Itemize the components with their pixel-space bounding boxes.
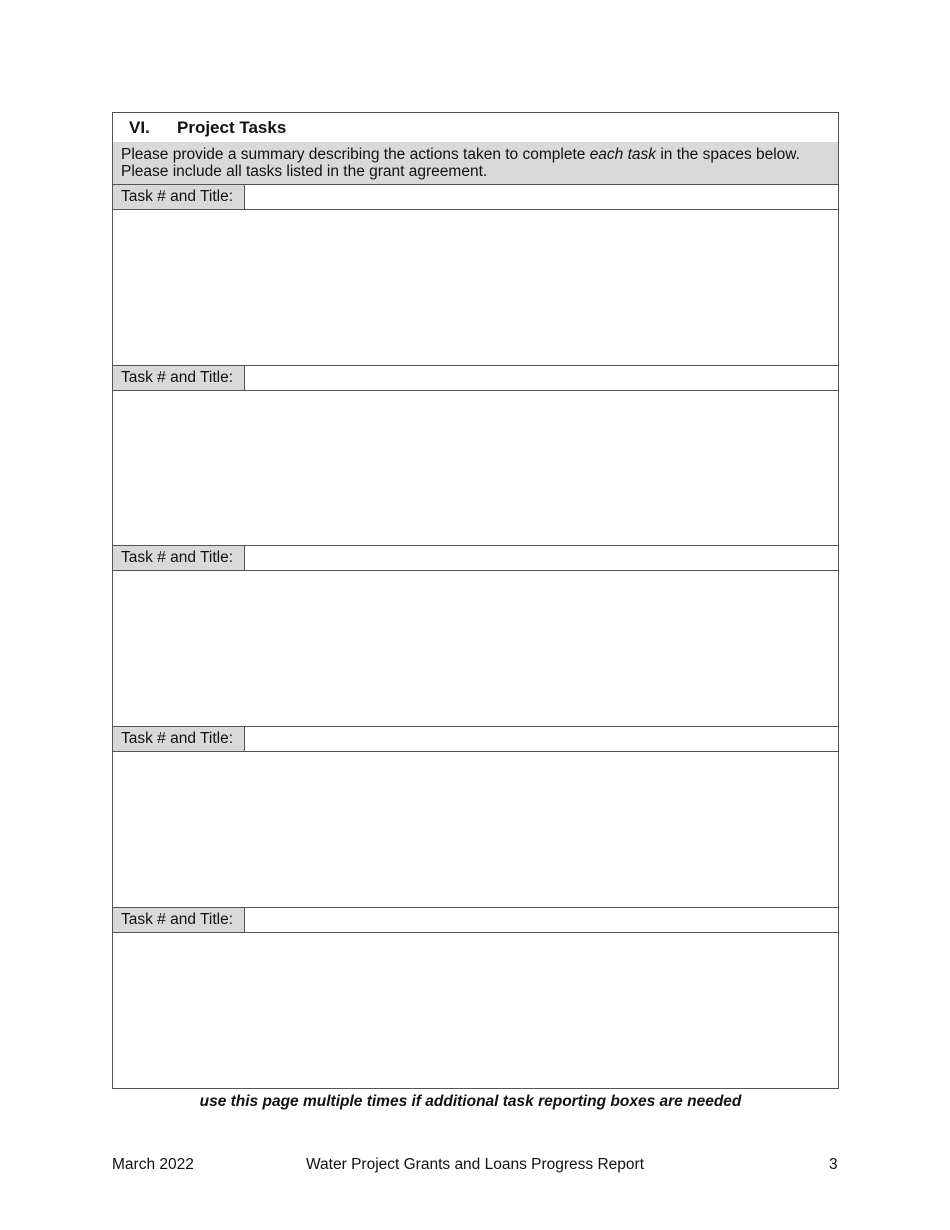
section-instructions xyxy=(112,142,839,185)
task-summary-box[interactable] xyxy=(112,571,839,727)
task-summary-field[interactable] xyxy=(113,933,838,1088)
section-number: VI. xyxy=(129,118,150,137)
task-title-field[interactable] xyxy=(245,185,838,209)
task-header-row xyxy=(112,907,839,933)
task-title-field[interactable] xyxy=(245,908,838,932)
section-title: Project Tasks xyxy=(177,118,287,137)
task-header-row xyxy=(112,184,839,210)
footer-date: March 2022 xyxy=(112,1156,194,1173)
task-label: Task # and Title: xyxy=(113,366,245,390)
task-summary-field[interactable] xyxy=(113,210,838,365)
task-header-row xyxy=(112,726,839,752)
task-summary-box[interactable] xyxy=(112,933,839,1089)
footer-report-title: Water Project Grants and Loans Progress Report xyxy=(306,1156,644,1173)
project-tasks-form xyxy=(112,112,839,1088)
task-summary-field[interactable] xyxy=(113,571,838,726)
task-title-field[interactable] xyxy=(245,727,838,751)
section-header xyxy=(112,112,839,143)
task-header-row xyxy=(112,545,839,571)
instruction-emphasis: each task xyxy=(589,146,657,163)
task-title-field[interactable] xyxy=(245,366,838,390)
instruction-text-end: in the spaces below. Please include all tasks listed in the grant agreement. xyxy=(121,146,800,180)
task-summary-box[interactable] xyxy=(112,210,839,366)
task-label: Task # and Title: xyxy=(113,727,245,751)
task-label: Task # and Title: xyxy=(113,908,245,932)
instruction-text: Please provide a summary describing the actions taken to complete xyxy=(121,146,590,163)
footer-page-number: 3 xyxy=(829,1156,838,1173)
task-label: Task # and Title: xyxy=(113,546,245,570)
task-summary-box[interactable] xyxy=(112,391,839,547)
task-header-row xyxy=(112,365,839,391)
task-label: Task # and Title: xyxy=(113,185,245,209)
task-summary-box[interactable] xyxy=(112,752,839,908)
task-summary-field[interactable] xyxy=(113,752,838,907)
task-title-field[interactable] xyxy=(245,546,838,570)
additional-boxes-note: use this page multiple times if additional task reporting boxes are needed xyxy=(199,1093,742,1110)
task-summary-field[interactable] xyxy=(113,391,838,546)
